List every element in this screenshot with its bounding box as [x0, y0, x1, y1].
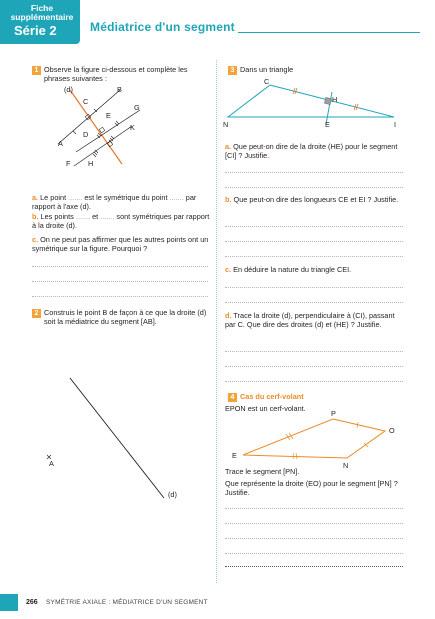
exercise-3-question-c: c. En déduire la nature du triangle CEI. — [225, 265, 352, 274]
title-rule — [238, 32, 420, 33]
answer-line[interactable] — [225, 381, 403, 382]
fig4-label-E: E — [232, 451, 237, 460]
answer-line[interactable] — [225, 256, 403, 257]
answer-line[interactable] — [32, 266, 208, 267]
answer-line[interactable] — [225, 553, 403, 554]
answer-line[interactable] — [32, 296, 208, 297]
exercise-1-question-b: b. Les points ....... et ....... sont symétriques par rapport à la droite (d). — [32, 212, 210, 230]
exercise-3-figure — [222, 78, 407, 130]
answer-line[interactable] — [225, 538, 403, 539]
exercise-3-question-b: b. Que peut-on dire des longueurs CE et EI ? Justifie. — [225, 195, 399, 204]
exercise-1-intro: Observe la figure ci-dessous et complète les phrases suivantes : — [44, 65, 188, 83]
fig4-label-P: P — [331, 409, 336, 418]
page-number: 266 — [26, 599, 38, 606]
page-title: Médiatrice d'un segment — [90, 20, 235, 34]
fig1-label-F: F — [66, 159, 71, 168]
fig1-label-G: G — [134, 103, 140, 112]
series-tab — [0, 0, 80, 44]
tab-subtitle: Fiche supplémentaire — [10, 3, 74, 22]
exercise-4-title: Cas du cerf-volant — [240, 392, 304, 401]
exercise-1-badge: 1 — [32, 66, 41, 75]
column-divider — [216, 60, 217, 583]
fig1-label-E: E — [106, 111, 111, 120]
fig1-label-B: B — [117, 85, 122, 94]
answer-line[interactable] — [225, 302, 403, 303]
fig3-label-N: N — [223, 120, 229, 129]
exercise-3-question-d: d. Trace la droite (d), perpendiculaire à (CI), passant par C. Que dire des droites (d) et (HE) ? Justifie. — [225, 311, 395, 329]
fig3-label-H: H — [332, 95, 338, 104]
fig4-label-O: O — [389, 426, 395, 435]
fig3-label-E: E — [325, 120, 330, 129]
exercise-4-badge: 4 — [228, 393, 237, 402]
answer-line[interactable] — [225, 508, 403, 509]
fig1-label-d: (d) — [64, 85, 73, 94]
fig4-label-N: N — [343, 461, 349, 470]
answer-line[interactable] — [225, 187, 403, 188]
fig3-label-C: C — [264, 77, 270, 86]
exercise-4-line-2: Que représente la droite (EO) pour le segment [PN] ? Justifie. — [225, 479, 398, 497]
answer-line[interactable] — [225, 566, 403, 567]
answer-line[interactable] — [225, 241, 403, 242]
answer-line[interactable] — [32, 281, 208, 282]
fig1-label-K: K — [130, 123, 135, 132]
answer-line[interactable] — [225, 226, 403, 227]
exercise-3-question-a: a. Que peut-on dire de la droite (HE) pour le segment [CI] ? Justifie. — [225, 142, 398, 160]
exercise-1-question-c: c. On ne peut pas affirmer que les autres points ont un symétrique sur la figure. Pourquoi ? — [32, 235, 209, 253]
answer-line[interactable] — [225, 172, 403, 173]
exercise-4-figure — [225, 409, 405, 468]
exercise-1-question-a: a. Le point ....... est le symétrique du point ....... par rapport à l'axe (d). — [32, 193, 197, 211]
exercise-4-line-1: Trace le segment [PN]. — [225, 467, 300, 476]
answer-line[interactable] — [225, 523, 403, 524]
exercise-2-badge: 2 — [32, 309, 41, 318]
answer-line[interactable] — [225, 287, 403, 288]
fig1-label-H: H — [88, 159, 94, 168]
exercise-2-text: Construis le point B de façon à ce que la droite (d) soit la médiatrice du segment [AB]. — [44, 308, 207, 326]
footer-chapter-title: SYMÉTRIE AXIALE : MÉDIATRICE D'UN SEGMENT — [46, 599, 208, 606]
exercise-3-badge: 3 — [228, 66, 237, 75]
fig2-label-A: A — [49, 459, 54, 468]
answer-line[interactable] — [225, 351, 403, 352]
tab-series-label: Série 2 — [14, 23, 57, 38]
fig1-label-A: A — [58, 139, 63, 148]
exercise-3-intro: Dans un triangle — [240, 65, 294, 74]
fig3-label-I: I — [394, 120, 397, 129]
footer-bar — [0, 594, 18, 611]
fig1-label-D: D — [83, 130, 89, 139]
exercise-4-intro: EPON est un cerf-volant. — [225, 404, 306, 413]
exercise-2-figure — [40, 370, 190, 510]
answer-line[interactable] — [225, 366, 403, 367]
fig1-label-C: C — [83, 97, 89, 106]
fig2-label-d: (d) — [168, 490, 177, 499]
